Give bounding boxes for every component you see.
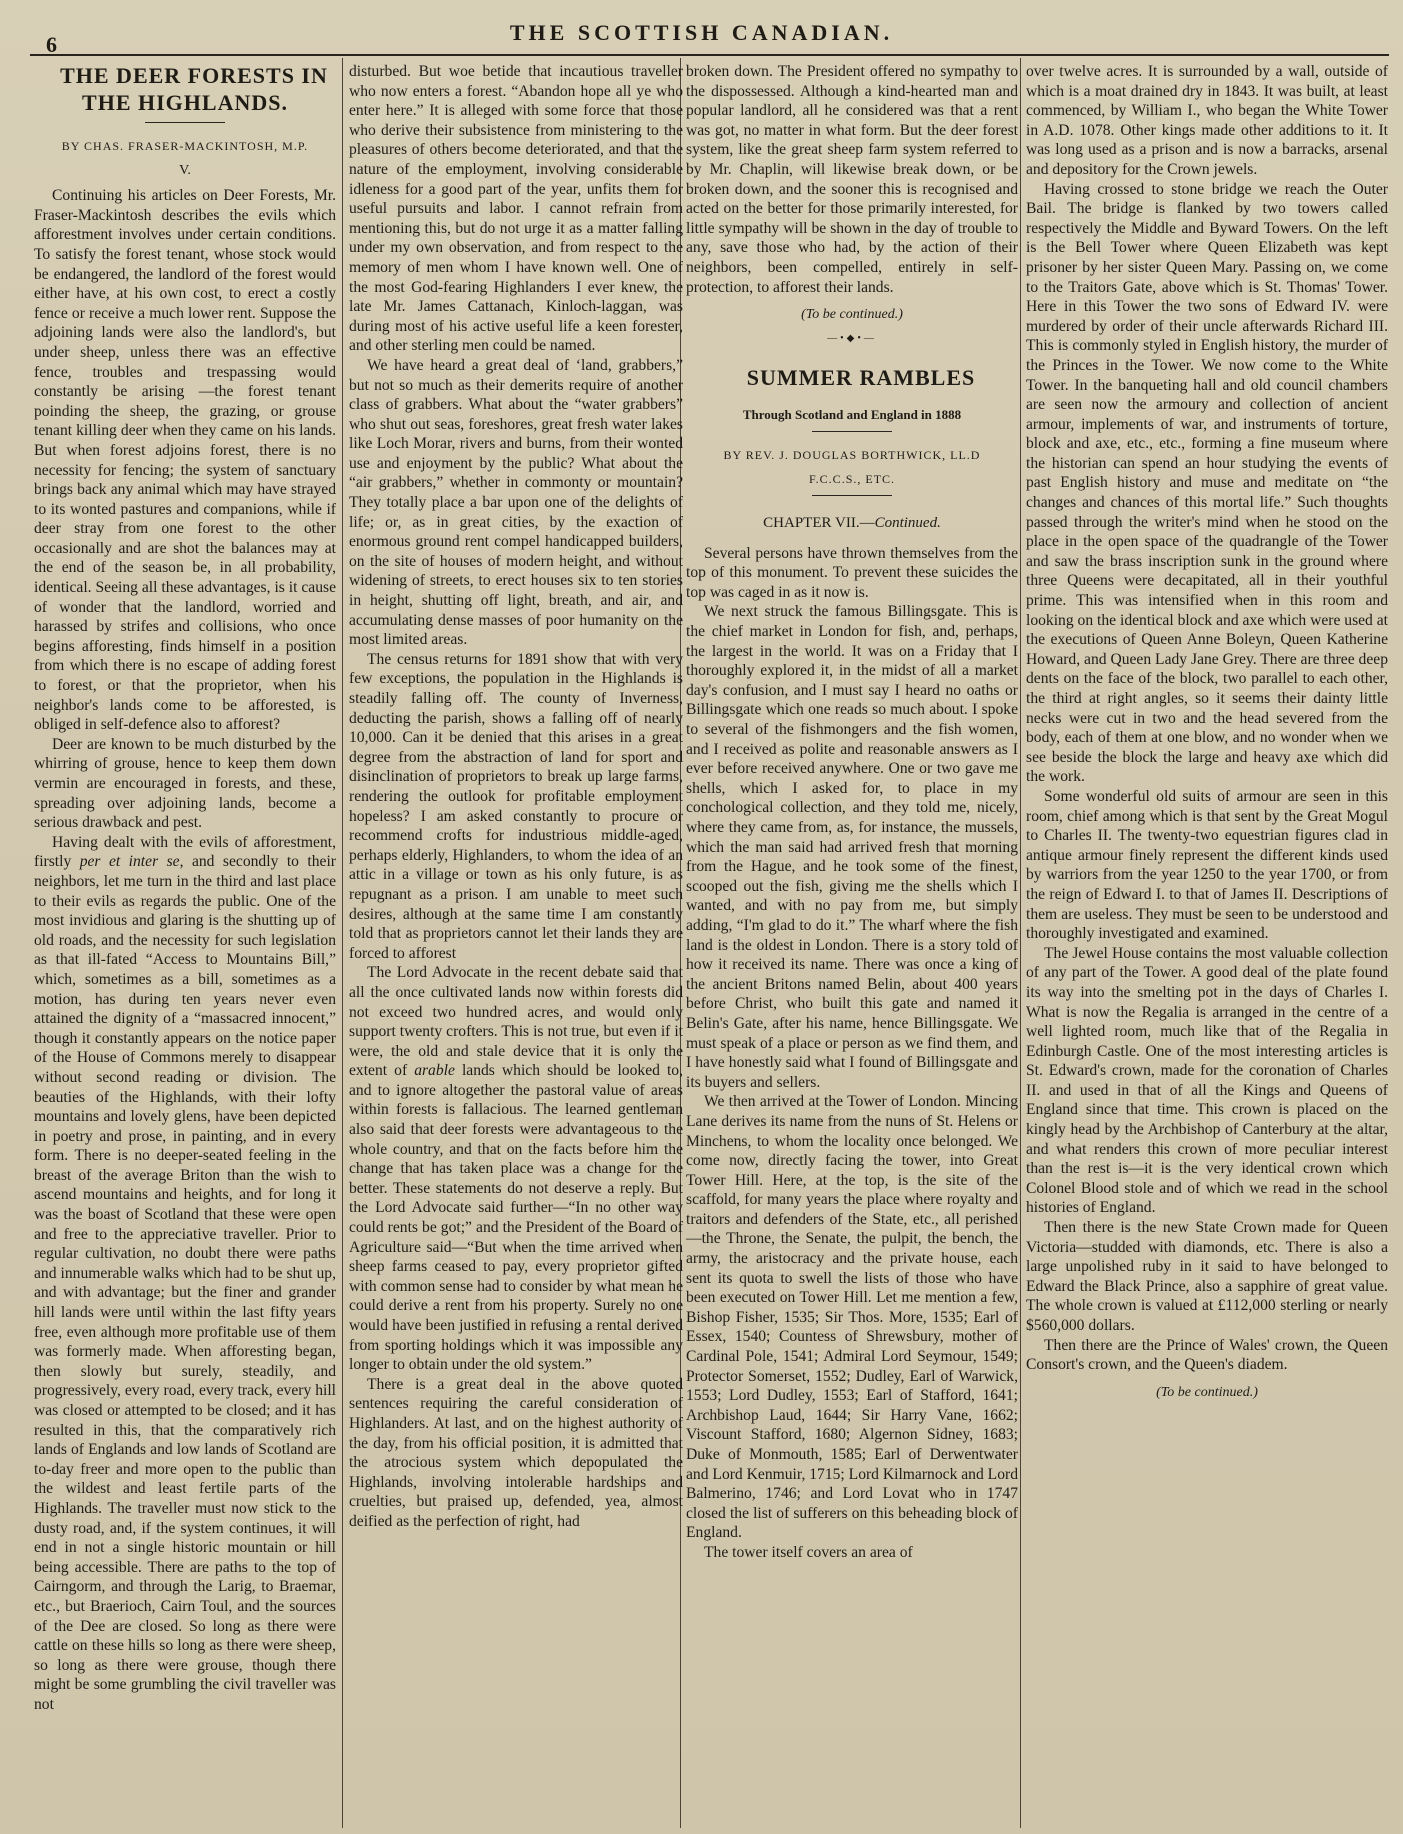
paragraph: Having dealt with the evils of afforestment, firstly per et inter se, and secondly to their neighbors, let me turn in the third and last place to their evils as regards the public. One of the most invidious and glaring is the shutting up of old roads, and the necessity for such legislation as that ill-fated “Access to Mountains Bill,” which, sometimes as a bill, sometimes as a motion, has during ten years never even attained the dignity of a “massacred innocent,” though it constantly appears on the notice paper of the House of Commons merely to disappear without second reading or division. The beauties of the Highlands, with their lofty mountains and lovely glens, have been depicted in poetry and prose, in painting, and in every form. There is no deeper-seated feeling in the breast of the average Briton than the wish to ascend mountains and heights, and for long it was the boast of Scotland that these were open and free to the appreciative traveller. Prior to regular cultivation, no doubt there were paths and innumerable walks which had to be shut up, and with advantage; but the finer and grander hill lands were until within the last fifty years free, even although more profitable use of them was formerly made. When afforesting began, then slowly but surely, steadily, and progressively, every road, every track, every hill was closed or attempted to be closed; and it has resulted in this, that the comparatively rich lands of Englands and low lands of Scotland are to-day freer and more open to the public than the wildest and least fertile parts of the Highlands. The traveller must now stick to the dusty road, and, if the system continues, it will end in not a single historic mountain or hill being accessible. There are paths to the top of Cairngorm, and through the Larig, to Braemar, etc., but Braerioch, Cairn Toul, and the sources of the Dee are closed. So long as there were cattle on these hills so long as there were sheep, so long as there were grouse, though there might be some grumbling the civil traveller was not	[34, 833, 336, 1713]
column-3	[686, 62, 1018, 1822]
article-subtitle: Through Scotland and England in 1888	[742, 407, 962, 423]
paragraph: Then there is the new State Crown made for Queen Victoria—studded with diamonds, etc. There is also a large unpolished ruby in it said to have belonged to Edward the Black Prince, also a sapphire of great value. The whole crown is valued at £112,000 sterling or nearly $560,000 dollars.	[1026, 1219, 1388, 1334]
byline-rule	[812, 495, 892, 496]
article-title: SUMMER RAMBLES	[746, 365, 976, 391]
column-separator	[1020, 58, 1021, 1828]
paragraph: Several persons have thrown themselves from the top of this monument. To prevent these suicides the top was caged in as it now is.	[686, 544, 1018, 601]
header-rule	[30, 54, 1389, 56]
paragraph: disturbed. But woe betide that incautious traveller who now enters a forest. “Abandon hope all ye who enter here.” It is alleged with some force that those who derive their subsistence from ministering to the pleasures of others become deteriorated, and that the nature of the employment, involving considerable idleness for a good part of the year, unfits them for useful pursuits and labor. I cannot refrain from mentioning this, but do not urge it as a matter falling under my own observation, and from respect to the memory of men whom I have known well. One of the most God-fearing Highlanders I ever knew, the late Mr. James Cattanach, Kinloch-laggan, was during most of his active useful life a keen forester, and other sterling men could be named.	[349, 63, 683, 355]
masthead: THE SCOTTISH CANADIAN.	[509, 20, 894, 45]
title-rule	[812, 431, 892, 432]
column-separator	[342, 58, 343, 1828]
paragraph: Having crossed to stone bridge we reach the Outer Bail. The bridge is flanked by two towers called respectively the Middle and Byward Towers. On the left is the Bell Tower where Queen Elizabeth was kept prisoner by her sister Queen Mary. Passing on, we come to the Traitors Gate, above which is St. Thomas' Tower. Here in this Tower the two sons of Edward IV. were murdered by order of their uncle afterwards Richard III. This is commonly styled in English history, the murder of the Princes in the Tower. We now come to the White Tower. In the banqueting hall and old council chambers are seen now the armoury and collection of ancient armour, implements of war, and instruments of torture, block and axe, etc., etc., forming a fine museum where the historian can spend an hour studying the events of past English history and muse and meditate on “the changes and chances of this mortal life.” Such thoughts passed through the writer's mind when he stood on the place in the open space of the quadrangle of the Tower and saw the brass inscription sunk in the ground where three Queens were decapitated, all in their youthful prime. This was intensified when in this room and looking on the identical block and axe which were used at the executions of Queen Anne Boleyn, Queen Katherine Howard, and Queen Lady Jane Grey. There are three deep dents on the face of the block, two parallel to each other, the third at right angles, so it seems their dainty little necks were cut in two and the head severed from the body, each of them at one blow, and no wonder when we see beside the block the large and heavy axe which did the work.	[1026, 180, 1388, 786]
chapter-heading: CHAPTER VII.—Continued.	[763, 515, 941, 532]
article-title: THE DEER FORESTS IN THE HIGHLANDS.	[60, 63, 328, 115]
article-byline: F.C.C.S., ETC.	[808, 471, 896, 486]
paragraph: We have heard a great deal of ‘land, grabbers,” but not so much as their demerits require of another class of grabbers. What about the “water grabbers” who shut out seas, foreshores, great fresh water lakes like Loch Morar, rivers and burns, from their wonted use and enjoyment by the public? What about the “air grabbers,” whether in commonty or mountain? They totally place a bar upon one of the delights of life; or, as in great cities, by the exaction of enormous ground rent compel handicapped builders, on the site of houses of modern height, and without widening of streets, to erect houses six to ten stories in height, shutting off light, breath, and air, and accumulating dense masses of poor humanity on the most limited areas.	[349, 356, 683, 649]
to-be-continued: (To be continued.)	[801, 307, 903, 323]
paragraph: The Lord Advocate in the recent debate said that all the once cultivated lands now within forests did not exceed two hundred acres, and would only support twenty crofters. This is not true, but even if it were, the old and stale device that it is only the extent of arable lands which should be looked to, and to ignore altogether the pastoral value of areas within forests is fallacious. The learned gentleman also said that deer forests were advantageous to the whole country, and that on the facts before him the change that has taken place was a change for the better. These statements do not deserve a reply. But the Lord Advocate said further—“In no other way could rents be got;” and the President of the Board of Agriculture said—“But when the time arrived when sheep farms ceased to pay, every proprietor gifted with common sense had to consider by what mean he could derive a rent from his property. Surely no one would have been justified in refusing a rental derived from sporting holdings which it was impossible any longer to obtain under the old system.”	[349, 964, 683, 1374]
paragraph: Some wonderful old suits of armour are seen in this room, chief among which is that sent by the Great Mogul to Charles II. The twenty-two equestrian figures clad in antique armour finely represent the different kinds used by warriors from the year 1250 to the year 1700, or from the reign of Edward I. to that of James II. Descriptions of them are useless. They must be seen to be understood and thoroughly investigated and examined.	[1026, 787, 1388, 943]
to-be-continued: (To be continued.)	[1156, 1384, 1258, 1400]
paragraph: We then arrived at the Tower of London. Mincing Lane derives its name from the nuns of St. Helens or Minchens, to whom the locality once belonged. We come now, directly facing the tower, into Great Tower Hill. Here, at the top, is the site of the scaffold, for many years the place where royalty and traitors and defenders of the State, etc., all perished—the Throne, the Senate, the pulpit, the bench, the army, the aristocracy and the private house, each sent its quota to swell the lists of those who have been executed on Tower Hill. Let me mention a few, Bishop Fisher, 1535; Sir Thos. More, 1535; Earl of Essex, 1540; Countess of Shrewsbury, mother of Cardinal Pole, 1541; Admiral Lord Seymour, 1549; Protector Somerset, 1552; Dudley, Earl of Warwick, 1553; Lord Dudley, 1553; Earl of Stafford, 1641; Archbishop Laud, 1644; Sir Harry Vane, 1662; Viscount Stafford, 1680; Algernon Sidney, 1683; Duke of Monmouth, 1585; Earl of Derwentwater and Lord Kenmuir, 1715; Lord Kilmarnock and Lord Balmerino, 1746; and Lord Lovat who in 1747 closed the list of sufferers on this beheading block of England.	[686, 1093, 1018, 1542]
page-number: 6	[46, 32, 57, 57]
paragraph: Then there are the Prince of Wales' crown, the Queen Consort's crown, and the Queen's diadem.	[1026, 1336, 1388, 1374]
paragraph: The census returns for 1891 show that with very few exceptions, the population in the Highlands is steadily falling off. The county of Inverness, deducting the parish, shows a falling off of nearly 10,000. Can it be denied that this arises in a great degree from the abstraction of land for sport and disinclination of proprietors to break up large farms, rendering the outlook for profitable employment hopeless? I am asked constantly to procure or recommend crofts for industrious middle-aged, perhaps elderly, Highlanders, to whom the idea of an attic in a village or town as his only future, is as repugnant as a prison. I am unable to meet such desires, although at the same time I am constantly told that as proprietors cannot let their lands they are forced to afforest	[349, 650, 683, 962]
paragraph: broken down. The President offered no sympathy to the dispossessed. Although a kind-hearted man and popular landlord, all he considered was that a rent was got, no matter in what form. But the deer forest system, like the great sheep farm system referred to by Mr. Chaplin, will likewise break down, or be broken down, and the sooner this is recognised and acted on the better for those primarily interested, for little sympathy will be shown in the day of trouble to any, save those who had, by the action of their neighbors, been compelled, entirely in self-protection, to afforest their lands.	[686, 63, 1018, 296]
paragraph: Continuing his articles on Deer Forests, Mr. Fraser-Mackintosh describes the evils which afforestment involves under certain conditions. To satisfy the forest tenant, whose stock would be endangered, the landlord of the forest would either have, at his own cost, to erect a costly fence or receive a much lower rent. Suppose the adjoining lands were also the landlord's, but under sheep, unless there was an effective fence, troubles and trespassing would constantly be arising —the forest tenant poinding the sheep, the grazing, or grouse tenant killing deer when they came on his lands. But when forest adjoins forest, there is no necessity for fencing; the system of sanctuary brings back any animal which may have strayed to its wonted pastures and companions, while if deer stray from one forest to the other occasionally and are shot the balances may at the end of the season be, in all probability, identical. Seeing all these advantages, is it cause of wonder that the landlord, worried and harassed by strifes and collisions, who once begins afforesting, finds himself in a position from which there is no escape of adding forest to forest, or that the proprietor, when his neighbor's lands come to be afforested, is obliged in self-defence also to afforest?	[34, 187, 336, 734]
paragraph: The tower itself covers an area of	[704, 1543, 913, 1561]
section-ornament: —•◆•—	[827, 332, 877, 344]
article-byline: BY CHAS. FRASER-MACKINTOSH, M.P.	[61, 139, 309, 153]
column-2	[349, 62, 683, 1822]
paragraph: Deer are known to be much disturbed by the whirring of grouse, hence to keep them down vermin are encouraged in forests, and these, spreading over adjoining lands, become a serious drawback and pest.	[34, 735, 336, 832]
paragraph: over twelve acres. It is surrounded by a wall, outside of which is a moat drained dry in 1843. It was built, at least commenced, by William I., who began the White Tower in A.D. 1078. Other kings made other additions to it. It was long used as a prison and is now a barracks, arsenal and depository for the Crown jewels.	[1026, 63, 1388, 178]
paragraph: The Jewel House contains the most valuable collection of any part of the Tower. A good deal of the plate found its way into the smelting pot in the days of Charles I. What is now the Regalia is arranged in the centre of a well lighted room, much like that of the Regalia in Edinburgh Castle. One of the most interesting articles is St. Edward's crown, made for the coronation of Charles II. and used in that of all the Kings and Queens of England since that time. This crown is placed on the kingly head by the Archbishop of Canterbury at the altar, and what renders this crown of more peculiar interest than the rest is—it is the very identical crown which Colonel Blood stole and of which we read in the school histories of England.	[1026, 944, 1388, 1217]
paragraph: There is a great deal in the above quoted sentences requiring the careful consideration of Highlanders. At last, and on the highest authority of the day, from his official position, it is admitted that the atrocious system which depopulated the Highlands, involving intolerable hardships and cruelties, but praised up, defended, yea, almost deified as the perfection of right, had	[349, 1375, 683, 1530]
article-part: V.	[179, 162, 191, 178]
title-rule	[145, 122, 225, 123]
column-4	[1026, 62, 1388, 1822]
article-byline: BY REV. J. DOUGLAS BORTHWICK, LL.D	[723, 447, 981, 462]
column-1	[34, 62, 336, 1822]
paragraph: We next struck the famous Billingsgate. This is the chief market in London for fish, and, perhaps, the largest in the world. It was on a Friday that I thoroughly explored it, in the midst of all a market day's confusion, and I must say I heard no oaths or Billingsgate which one reads so much about. I spoke to several of the fishmongers and the fish women, and I received as polite and reasonable answers as I ever before received anywhere. One or two gave me shells, which I asked for, to place in my conchological collection, and they told me, nicely, where they came from, as, for instance, the mussels, which the man said had arrived fresh that morning from the Hague, and he took some of the finest, scooped out the fish, giving me the shells which I wanted, and with no pay from me, but simply adding, “I'm glad to do it.” The wharf where the fish land is the oldest in London. There is a story told of how it received its name. There was once a king of the ancient Britons named Belin, about 400 years before Christ, who built this gate and named it Belin's Gate, after his name, hence Billingsgate. We must speak of a place or person as we find them, and I have honestly said what I found of Billingsgate and its buyers and sellers.	[686, 603, 1018, 1091]
